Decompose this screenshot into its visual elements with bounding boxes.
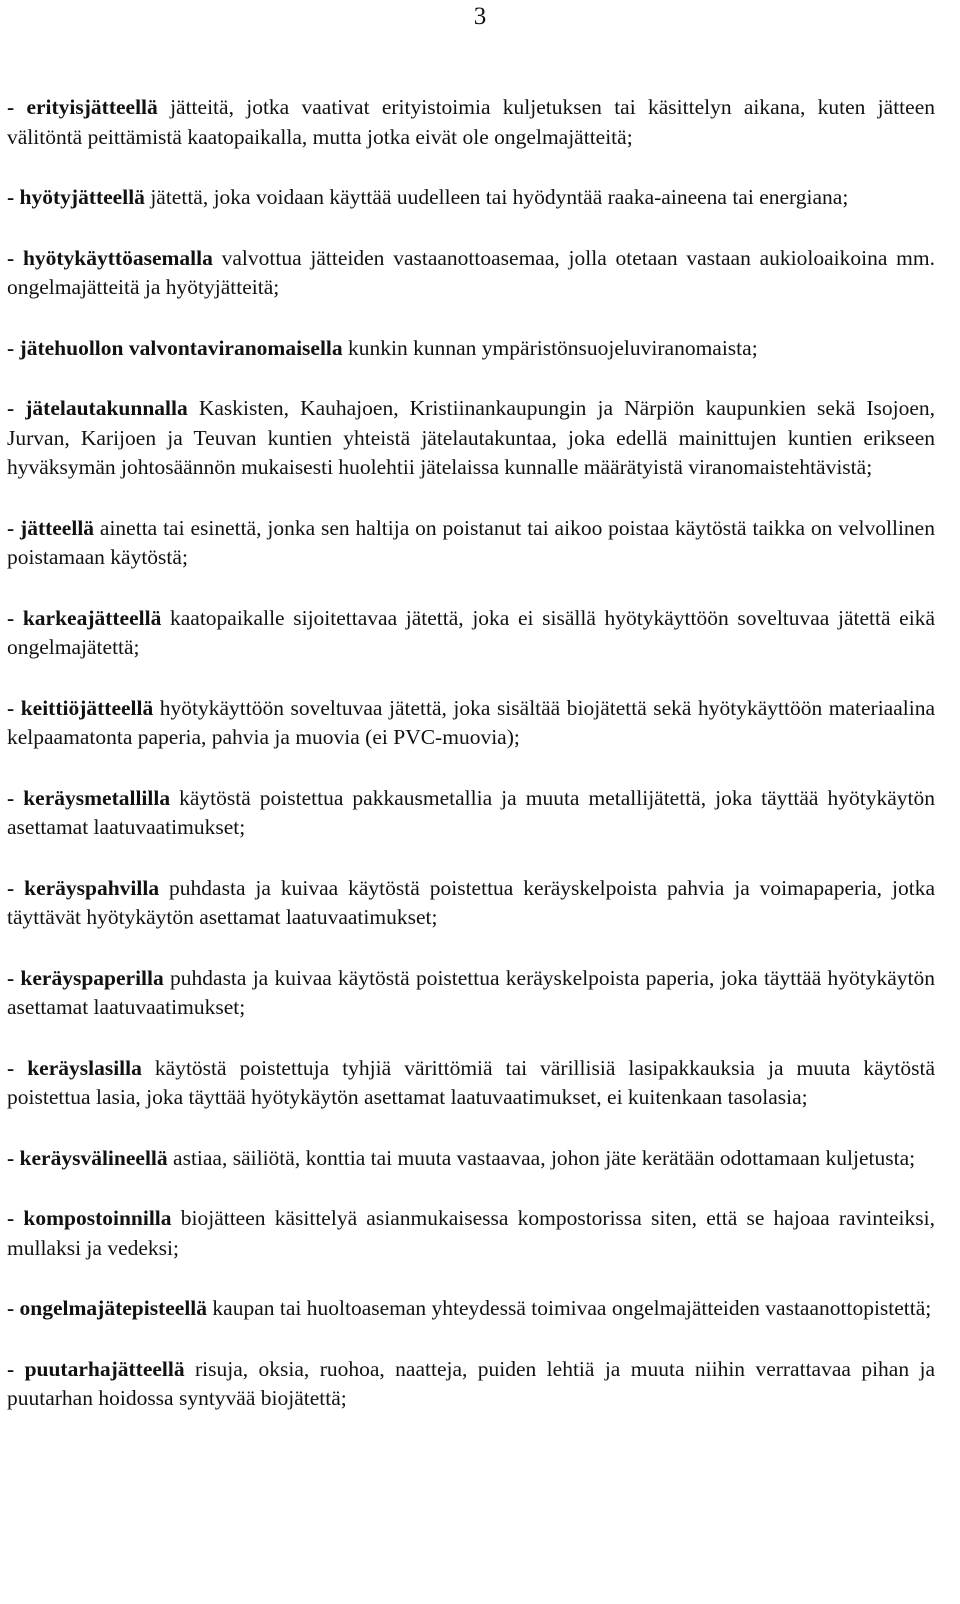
term-label: keräysvälineellä	[19, 1145, 168, 1170]
definition-text: jätettä, joka voidaan käyttää uudelleen tai hyödyntää raaka-aineena tai energiana;	[144, 185, 849, 209]
definition-text: käytöstä poistettuja tyhjiä värittömiä tai värillisiä lasipakkauksia ja muuta käytöstä poistettua lasia, joka täyttää hyötykäytön asettamat laatuvaatimukset, ei kuitenkaan tasolasia;	[7, 1055, 935, 1109]
term-label: puutarhajätteellä	[24, 1356, 185, 1381]
term-label: hyötykäyttöasemalla	[22, 245, 213, 270]
definition-term	[7, 966, 164, 990]
definition-term	[7, 876, 159, 900]
term-label: erityisjätteellä	[26, 95, 158, 119]
definition-term	[7, 516, 94, 540]
term-label: jätelautakunnalla	[25, 396, 188, 420]
definition-jatelautakunnalla	[7, 394, 935, 483]
definition-term	[7, 246, 213, 270]
definition-text: puhdasta ja kuivaa käytöstä poistettua keräyskelpoista paperia, joka täyttää hyötykäytön asettamat laatuvaatimukset;	[7, 965, 935, 1019]
definition-jatteella	[7, 514, 935, 573]
definition-keraypaperilla	[7, 964, 935, 1023]
definition-prefix: -	[7, 785, 24, 810]
definition-keraylasilla	[7, 1054, 935, 1113]
definition-term	[7, 1056, 142, 1080]
definition-prefix: -	[7, 245, 23, 270]
definition-text: kaatopaikalle sijoitettavaa jätettä, joka ei sisällä hyötykäyttöön soveltuvaa jätettä eikä ongelmajätettä;	[7, 605, 935, 659]
definition-prefix: -	[7, 515, 21, 540]
definition-kompostoinnilla	[7, 1204, 935, 1263]
definition-hyotyjatteella	[7, 183, 935, 213]
term-label: jätteellä	[20, 515, 95, 540]
term-label: keräysmetallilla	[23, 785, 171, 810]
definition-erityisjatteella	[7, 93, 935, 152]
definition-prefix: -	[7, 396, 26, 420]
definition-term	[7, 606, 161, 630]
definition-prefix: -	[7, 185, 20, 209]
definition-term	[7, 396, 188, 420]
definition-prefix: -	[7, 965, 21, 990]
definitions-list	[7, 93, 935, 1414]
definition-karkeajatteella	[7, 604, 935, 663]
definition-text: biojätteen käsittelyä asianmukaisessa kompostorissa siten, että se hajoaa ravinteiksi, mullaksi ja vedeksi;	[7, 1206, 935, 1260]
term-label: keräyspaperilla	[20, 965, 164, 990]
definition-text: puhdasta ja kuivaa käytöstä poistettua keräyskelpoista pahvia ja voimapaperia, jotka täyttävät hyötykäytön asettamat laatuvaatimukset;	[7, 875, 935, 929]
definition-prefix: -	[7, 875, 25, 900]
definition-term	[7, 185, 145, 209]
term-label: kompostoinnilla	[23, 1206, 172, 1230]
definition-puutarhajatteella	[7, 1355, 935, 1414]
definition-text: kaupan tai huoltoaseman yhteydessä toimivaa ongelmajätteiden vastaanottopistettä;	[207, 1296, 932, 1320]
definition-hyotykayttoasemalla	[7, 244, 935, 303]
definition-text: risuja, oksia, ruohoa, naatteja, puiden lehtiä ja muuta niihin verrattavaa pihan ja puutarhan hoidossa syntyvää biojätettä;	[7, 1356, 935, 1410]
definition-prefix: -	[7, 95, 27, 119]
definition-keraysvalineella	[7, 1144, 935, 1174]
definition-prefix: -	[7, 1206, 24, 1230]
definition-text: Kaskisten, Kauhajoen, Kristiinankaupungin ja Närpiön kaupunkien sekä Isojoen, Jurvan, Karijoen ja Teuvan kuntien yhteistä jätelautakuntaa, joka edellä mainittujen kuntien erikseen hyväksymän johtosäännön mukaisesti huolehtii jätelaissa kunnalle määrätyistä viranomaistehtävistä;	[7, 396, 935, 479]
definition-keittiojatteella	[7, 694, 935, 753]
definition-term	[7, 1357, 185, 1381]
definition-term	[7, 1296, 207, 1320]
definition-term	[7, 95, 158, 119]
definition-text: jätteitä, jotka vaativat erityistoimia kuljetuksen tai käsittelyn aikana, kuten jätteen välitöntä peittämistä kaatopaikalla, mutta jotka eivät ole ongelmajätteitä;	[7, 95, 935, 149]
definition-term	[7, 696, 153, 720]
definition-text: valvottua jätteiden vastaanottoasemaa, jolla otetaan vastaan aukioloaikoina mm. ongelmajätteitä ja hyötyjätteitä;	[7, 245, 935, 299]
term-label: jätehuollon valvontaviranomaisella	[19, 335, 343, 360]
definition-text: käytöstä poistettua pakkausmetallia ja muuta metallijätettä, joka täyttää hyötykäytön asettamat laatuvaatimukset;	[7, 785, 935, 839]
term-label: keittiöjätteellä	[20, 695, 154, 720]
definition-prefix: -	[7, 1356, 25, 1381]
definition-ongelmajatepisteella	[7, 1294, 935, 1324]
term-label: keräyslasilla	[27, 1055, 142, 1080]
definition-prefix: -	[7, 1296, 20, 1320]
definition-text: astiaa, säiliötä, konttia tai muuta vastaavaa, johon jäte kerätään odottamaan kuljetusta;	[167, 1145, 916, 1170]
term-label: ongelmajätepisteellä	[19, 1296, 208, 1320]
definition-keraysmetallilla	[7, 784, 935, 843]
definition-text: ainetta tai esinettä, jonka sen haltija on poistanut tai aikoo poistaa käytöstä taikka on velvollinen poistamaan käytöstä;	[7, 515, 935, 569]
definition-term	[7, 1146, 168, 1170]
term-label: karkeajätteellä	[22, 605, 162, 630]
definition-text: hyötykäyttöön soveltuvaa jätettä, joka sisältää biojätettä sekä hyötykäyttöön materiaalina kelpaamatonta paperia, pahvia ja muovia (ei PVC-muovia);	[7, 695, 935, 749]
definition-jatehuollon-valvontaviranomaisella	[7, 334, 935, 364]
definition-term	[7, 1206, 172, 1230]
definition-prefix: -	[7, 1055, 28, 1080]
definition-prefix: -	[7, 695, 21, 720]
term-label: keräyspahvilla	[24, 875, 160, 900]
definition-term	[7, 786, 170, 810]
definition-term	[7, 336, 343, 360]
term-label: hyötyjätteellä	[19, 185, 145, 209]
definition-text: kunkin kunnan ympäristönsuojeluviranomaista;	[342, 335, 758, 360]
definition-prefix: -	[7, 605, 23, 630]
definition-prefix: -	[7, 335, 20, 360]
definition-keraypahvilla	[7, 874, 935, 933]
definition-prefix: -	[7, 1145, 20, 1170]
page-number: 3	[473, 3, 487, 30]
